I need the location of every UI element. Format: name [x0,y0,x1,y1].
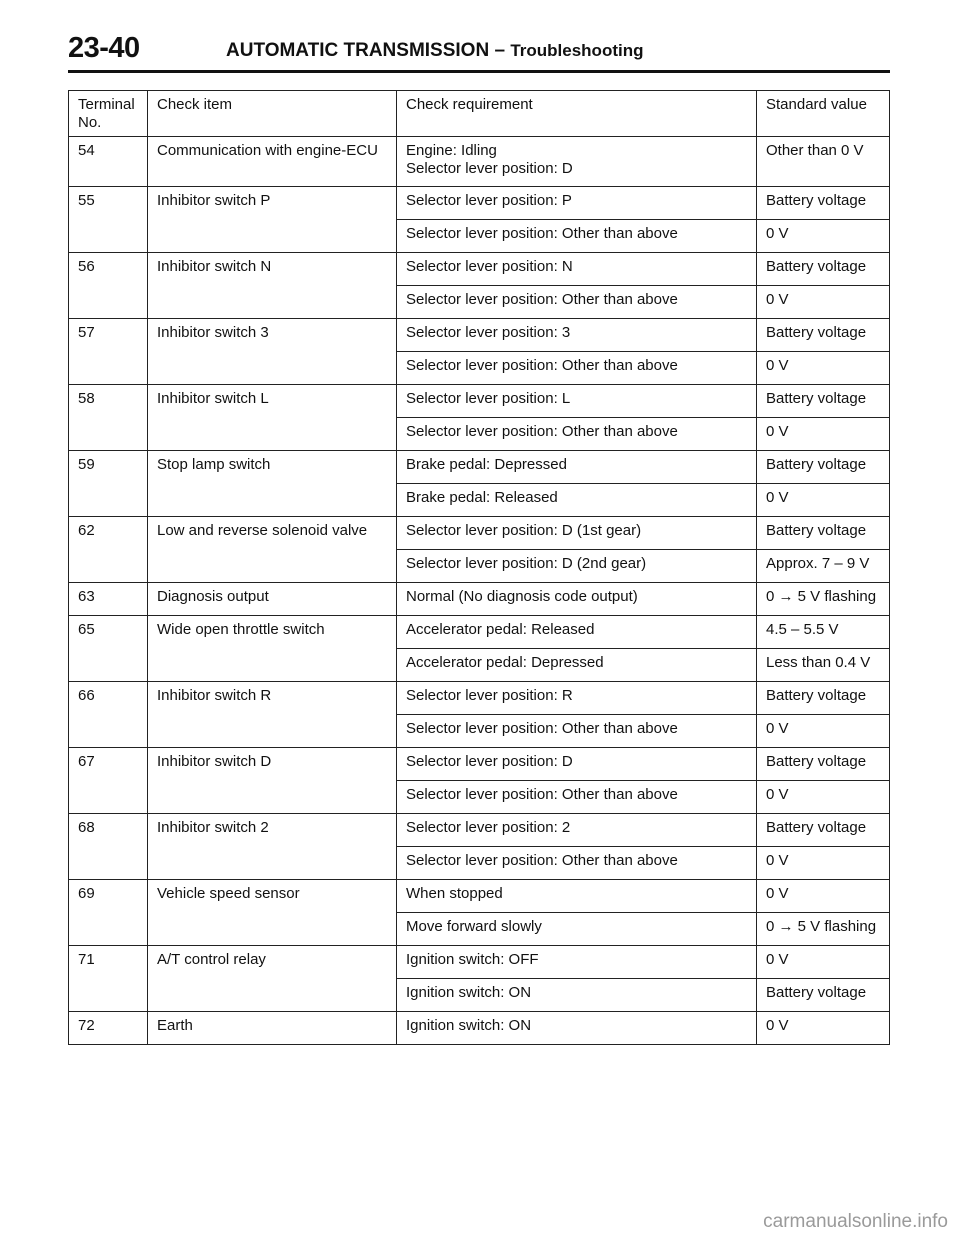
check-item: Inhibitor switch 2 [148,814,397,880]
terminal-number: 62 [69,517,148,583]
watermark: carmanualsonline.info [763,1211,948,1232]
requirement-line: Ignition switch: ON [406,984,532,1001]
header-standard-value: Standard value [757,91,890,137]
standard-value: Battery voltage [757,319,890,352]
check-item: Wide open throttle switch [148,616,397,682]
table-row [69,616,890,649]
standard-value: Approx. 7 – 9 V [757,550,890,583]
check-item: Inhibitor switch D [148,748,397,814]
check-item: Communication with engine-ECU [148,137,397,187]
check-item: Stop lamp switch [148,451,397,517]
check-item: Inhibitor switch 3 [148,319,397,385]
standard-value: 0 V [757,418,890,451]
requirement-line: Accelerator pedal: Released [406,621,595,638]
requirement-line: Selector lever position: Other than above [406,357,678,374]
table-row [69,1012,890,1045]
check-requirement [397,418,757,451]
table-row [69,880,890,913]
terminal-number: 72 [69,1012,148,1045]
terminal-number: 67 [69,748,148,814]
requirement-line: Brake pedal: Released [406,489,558,506]
title-separator: – [494,40,506,61]
check-requirement [397,517,757,550]
header-check-requirement: Check requirement [397,91,757,137]
check-requirement [397,1012,757,1045]
terminal-number: 59 [69,451,148,517]
section-title-main: AUTOMATIC TRANSMISSION [226,40,490,61]
requirement-line: Selector lever position: Other than above [406,423,678,440]
requirement-line: Selector lever position: 3 [406,324,571,341]
check-requirement [397,187,757,220]
requirement-line: Selector lever position: D [406,160,573,177]
requirement-line: Selector lever position: L [406,390,571,407]
terminal-number: 68 [69,814,148,880]
requirement-line: Selector lever position: Other than above [406,852,678,869]
standard-value: 0 → 5 V flashing [757,913,890,946]
check-requirement [397,484,757,517]
check-requirement [397,715,757,748]
requirement-line: Selector lever position: 2 [406,819,571,836]
check-requirement [397,682,757,715]
standard-value: Other than 0 V [757,137,890,187]
check-requirement [397,253,757,286]
header-terminal: Terminal No. [69,91,148,137]
check-item: Earth [148,1012,397,1045]
check-item: Inhibitor switch P [148,187,397,253]
table-row [69,451,890,484]
check-requirement [397,847,757,880]
check-item: A/T control relay [148,946,397,1012]
check-requirement [397,649,757,682]
check-requirement [397,137,757,187]
requirement-line: Selector lever position: Other than above [406,291,678,308]
check-requirement [397,946,757,979]
header-rule [68,70,890,73]
standard-value: 0 V [757,946,890,979]
standard-value: Battery voltage [757,451,890,484]
table-body [69,137,890,1045]
standard-value: Battery voltage [757,682,890,715]
standard-value: 0 V [757,484,890,517]
requirement-line: Move forward slowly [406,918,542,935]
standard-value: Less than 0.4 V [757,649,890,682]
check-requirement [397,319,757,352]
check-item: Low and reverse solenoid valve [148,517,397,583]
table-header-row [69,91,890,137]
table-row [69,946,890,979]
section-subtitle: Troubleshooting [510,41,644,60]
check-requirement [397,583,757,616]
requirement-line: Brake pedal: Depressed [406,456,567,473]
terminal-number: 57 [69,319,148,385]
requirement-line: Ignition switch: OFF [406,951,539,968]
standard-value: 0 V [757,847,890,880]
check-requirement [397,286,757,319]
check-requirement [397,451,757,484]
table-row [69,319,890,352]
check-item: Vehicle speed sensor [148,880,397,946]
requirement-line: Selector lever position: Other than above [406,786,678,803]
table-row [69,517,890,550]
check-requirement [397,979,757,1012]
standard-value: Battery voltage [757,253,890,286]
table-row [69,187,890,220]
section-title [226,40,643,62]
table-row [69,682,890,715]
requirement-line: Selector lever position: D (2nd gear) [406,555,647,572]
terminal-number: 58 [69,385,148,451]
check-requirement [397,913,757,946]
terminal-number: 56 [69,253,148,319]
table-row [69,814,890,847]
standard-value: 0 V [757,286,890,319]
standard-value: 0 V [757,781,890,814]
requirement-line: Selector lever position: D [406,753,573,770]
terminal-number: 69 [69,880,148,946]
standard-value: 0 V [757,352,890,385]
standard-value: Battery voltage [757,187,890,220]
table-row [69,748,890,781]
standard-value: Battery voltage [757,748,890,781]
requirement-line: Engine: Idling [406,142,497,159]
check-requirement [397,385,757,418]
standard-value: 0 V [757,880,890,913]
standard-value: 0 → 5 V flashing [757,583,890,616]
terminal-check-table [68,90,890,1045]
requirement-line: Selector lever position: R [406,687,573,704]
page-number: 23-40 [68,32,140,64]
header-check-item: Check item [148,91,397,137]
check-requirement [397,880,757,913]
check-requirement [397,352,757,385]
check-requirement [397,748,757,781]
terminal-number: 65 [69,616,148,682]
standard-value: Battery voltage [757,814,890,847]
check-item: Inhibitor switch R [148,682,397,748]
check-item: Diagnosis output [148,583,397,616]
check-requirement [397,550,757,583]
terminal-number: 63 [69,583,148,616]
requirement-line: Normal (No diagnosis code output) [406,588,638,605]
terminal-number: 71 [69,946,148,1012]
requirement-line: Selector lever position: Other than above [406,225,678,242]
terminal-number: 54 [69,137,148,187]
terminal-number: 66 [69,682,148,748]
check-item: Inhibitor switch N [148,253,397,319]
requirement-line: Selector lever position: D (1st gear) [406,522,642,539]
table-row [69,137,890,187]
terminal-number: 55 [69,187,148,253]
requirement-line: Selector lever position: N [406,258,573,275]
check-requirement [397,616,757,649]
table-row [69,385,890,418]
check-requirement [397,814,757,847]
requirement-line: Ignition switch: ON [406,1017,532,1034]
standard-value: 0 V [757,220,890,253]
requirement-line: When stopped [406,885,503,902]
check-requirement [397,781,757,814]
requirement-line: Selector lever position: Other than above [406,720,678,737]
standard-value: 4.5 – 5.5 V [757,616,890,649]
requirement-line: Accelerator pedal: Depressed [406,654,604,671]
standard-value: Battery voltage [757,385,890,418]
page-header [68,28,890,68]
standard-value: Battery voltage [757,517,890,550]
standard-value: 0 V [757,1012,890,1045]
check-item: Inhibitor switch L [148,385,397,451]
table-row [69,583,890,616]
check-requirement [397,220,757,253]
requirement-line: Selector lever position: P [406,192,572,209]
table-row [69,253,890,286]
standard-value: 0 V [757,715,890,748]
standard-value: Battery voltage [757,979,890,1012]
